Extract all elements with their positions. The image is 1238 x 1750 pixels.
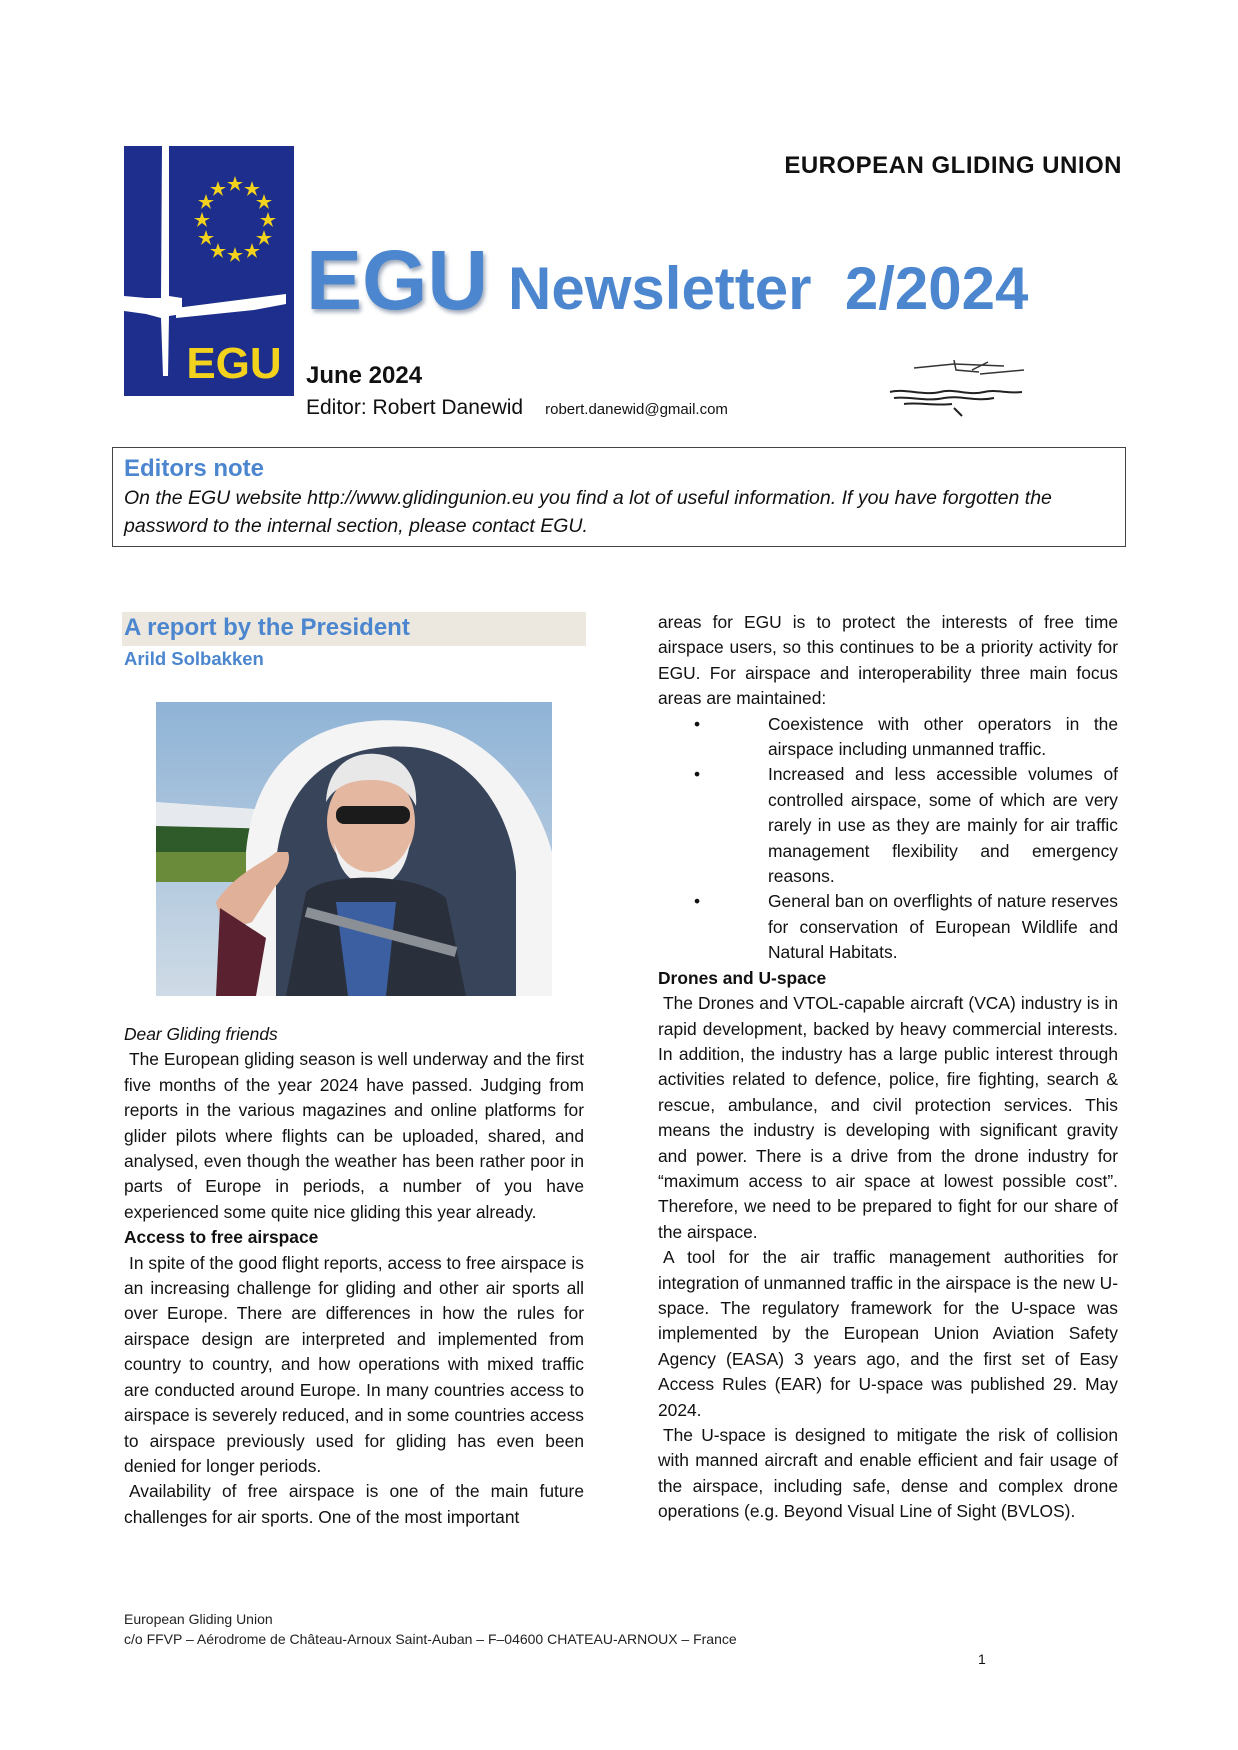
footer-org: European Gliding Union [124, 1611, 273, 1627]
footer-address: c/o FFVP – Aérodrome de Château-Arnoux Saint-Auban – F–04600 CHATEAU-ARNOUX – France [124, 1631, 737, 1647]
focus-areas-list [658, 712, 1118, 966]
subheading-access: Access to free airspace [124, 1227, 319, 1248]
editors-note-title: Editors note [124, 455, 265, 482]
bullet-icon: • [694, 764, 701, 785]
president-photo [156, 702, 552, 996]
greeting: Dear Gliding friends [124, 1024, 278, 1044]
paragraph-u-space-design: The U-space is designed to mitigate the risk of collision with manned aircraft and enable efficient and fair usage of the airspace, including safe, dense and complex drone operations (e.g. Beyond Visual Line of Sight (BVLOS). [658, 1425, 1118, 1522]
page-number: 1 [978, 1651, 986, 1667]
editor-line [306, 396, 728, 420]
paragraph-focus-areas: areas for EGU is to protect the interests of free time airspace users, so this continues to be a priority activity for EGU. For airspace and interoperability three main focus areas are maintained: [658, 612, 1118, 709]
paragraph-availability: Availability of free airspace is one of the main future challenges for air sports. One of the most important [124, 1481, 584, 1527]
editors-note-text: On the EGU website http://www.glidingunion.eu you find a lot of useful information. If you have forgotten the password to the internal section, please contact EGU. [124, 487, 1052, 537]
title-issue: Newsletter 2/2024 [508, 255, 1029, 322]
right-column [658, 610, 1118, 1525]
list-item: • Coexistence with other operators in the airspace including unmanned traffic. [694, 713, 1118, 760]
report-author: Arild Solbakken [124, 648, 264, 669]
paragraph-access: In spite of the good flight reports, access to free airspace is an increasing challenge for gliding and other air sports all over Europe. There are differences in how the rules for airspace design are interpreted and implemented from country to country, and how operations with mixed traffic are conducted around Europe. In many countries access to airspace is severely reduced, and in some countries access to airspace previously used for gliding has even been denied for longer periods. [124, 1252, 584, 1476]
glider-sketch-icon [884, 352, 1034, 418]
glider-star-emblem-icon [124, 146, 294, 396]
subheading-drones: Drones and U-space [658, 967, 827, 988]
editor-email: robert.danewid@gmail.com [545, 401, 728, 418]
left-column [124, 1022, 584, 1530]
bullet-icon: • [694, 891, 701, 912]
egu-logo [124, 146, 294, 396]
newsletter-title [306, 233, 1029, 327]
logo-text: EGU [186, 339, 282, 388]
bullet-icon: • [694, 713, 701, 734]
page-footer [124, 1609, 737, 1649]
list-item: • General ban on overflights of nature reserves for conservation of European Wildlife and Natural Habitats. [694, 891, 1118, 963]
editor-name: Editor: Robert Danewid [306, 396, 524, 419]
org-name: EUROPEAN GLIDING UNION [784, 152, 1122, 179]
editors-note-box [112, 447, 1126, 547]
list-item: • Increased and less accessible volumes of controlled airspace, some of which are very rarely in use as they are mainly for air traffic management flexibility and emergency reasons. [694, 764, 1118, 887]
paragraph-season: The European gliding season is well underway and the first five months of the year 2024 have passed. Judging from reports in the various magazines and online platforms for glider pilots where flights can be uploaded, shared, and analysed, even though the weather has been rather poor in parts of Europe in periods, a number of you have experienced some quite nice gliding this year already. [124, 1049, 584, 1222]
paragraph-u-space-tool: A tool for the air traffic management authorities for integration of unmanned traffic in the airspace is the new U-space. The regulatory framework for the U-space was implemented by the European Union Aviation Safety Agency (EASA) 3 years ago, and the first set of Easy Access Rules (EAR) for U-space was published 29. May 2024. [658, 1247, 1118, 1420]
issue-date: June 2024 [306, 362, 423, 389]
report-title: A report by the President [124, 614, 410, 641]
title-egu: EGU [306, 233, 489, 327]
paragraph-drones: The Drones and VTOL-capable aircraft (VCA) industry is in rapid development, backed by heavy commercial interests. In addition, the industry has a large public interest through activities related to defence, police, fire fighting, search & rescue, ambulance, and civil protection services. This means the industry is developing with significant gravity and power. There is a drive from the drone industry for “maximum access to air space at lowest possible cost”. Therefore, we need to be prepared to fight for our share of the airspace. [658, 993, 1118, 1242]
